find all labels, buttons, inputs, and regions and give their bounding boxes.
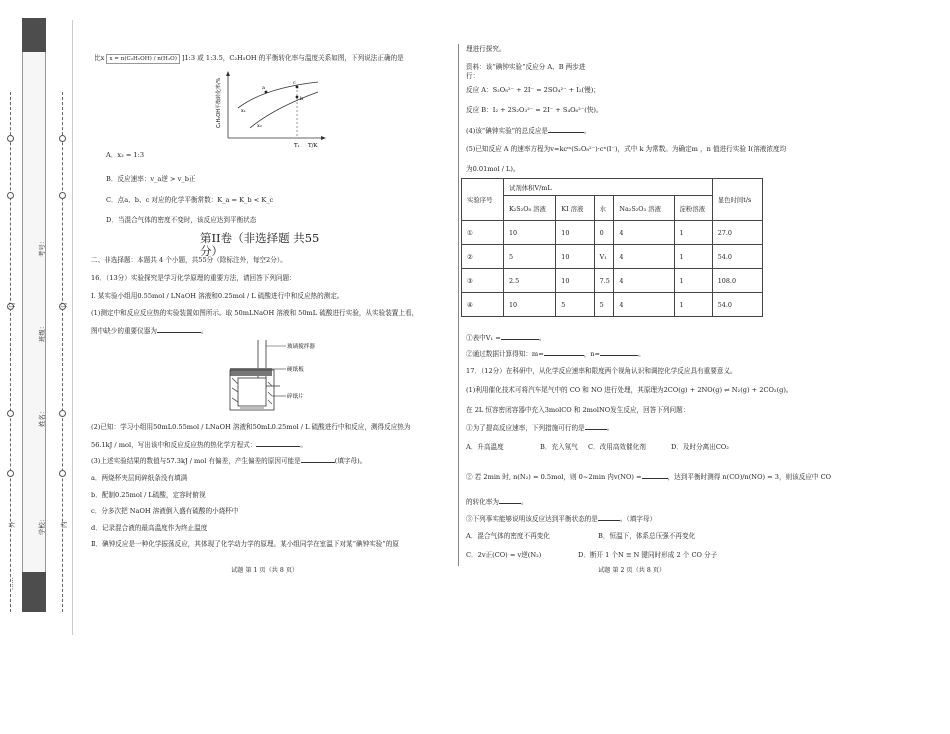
outer-dashed-line (10, 92, 11, 612)
answer-blank[interactable] (256, 440, 300, 447)
curve1-label: x₁ (241, 108, 246, 114)
page-footer-left: 试题 第 1 页（共 8 页） (231, 567, 299, 574)
punch-hole (59, 192, 66, 199)
table-cell: 5 (503, 245, 555, 269)
cardboard-lid (230, 368, 272, 376)
margin-rule (72, 20, 73, 635)
table-subheader: 淀粉溶液 (674, 196, 712, 221)
table-cell: 2.5 (503, 269, 555, 293)
point-a (265, 91, 268, 94)
answer-blank[interactable] (600, 349, 638, 356)
table-subheader: K₂S₂O₈ 溶液 (503, 196, 555, 221)
table-header-seq: 实验序号 (462, 179, 504, 221)
table-cell: 54.0 (712, 293, 762, 317)
table-row (462, 293, 763, 317)
graph-x-tick: T₁ (294, 143, 300, 149)
answer-blank[interactable] (548, 126, 584, 133)
table-cell: ② (462, 245, 504, 269)
q15-intro: 比x x = n(C₂H₅OH) / n(H₂O) ]1:3 或 1:3.5，C₂H₅OH 的平衡转化率与温度关系如图，下列说法正确的是 (94, 54, 404, 62)
answer-blank[interactable] (585, 423, 607, 430)
q17-ii-line1: ② 若 2min 时, n(N₂) = 0.5mol，则 0~2min 内v(NO) = ，达到平衡时测得 n(CO)/n(NO) = 3，则该反应中 CO (466, 473, 832, 481)
x-arrow (321, 136, 326, 140)
table-cell: 1 (674, 293, 712, 317)
q16-3-option-a: a．两烧杯夹层间碎纸条没有填满 (91, 474, 188, 482)
table-cell: 1 (674, 221, 712, 245)
q17-conditions: 在 2L 恒容密闭容器中充入3molCO 和 2molNO发生反应，回答下列问题： (466, 406, 690, 414)
experiment-table (461, 178, 763, 317)
q15-option-b: B．反应速率：v_a逆 > v_b正 (106, 175, 196, 183)
reaction-a: 反应 A：S₂O₈²⁻ + 2I⁻ = 2SO₄²⁻ + I₂(慢)； (466, 86, 600, 94)
graph-xlabel: T/K (308, 143, 318, 149)
punch-hole (59, 410, 66, 417)
table-cell: ④ (462, 293, 504, 317)
q16-2-line1: (2)已知：学习小组用50mL0.55mol / LNaOH 溶液和50mL0.25mol / L 硫酸进行中和反应，测得反应热为 (91, 423, 411, 431)
q17-1: (1)利用催化技术可将汽车尾气中的 CO 和 NO 进行处理，其原理为2CO(g) + 2NO(g) ⇌ N₂(g) + 2CO₂(g)。 (466, 386, 793, 394)
table-cell: 4 (614, 245, 674, 269)
q16-4: (4)该“碘钟实验”的总反应是 。 (466, 127, 591, 135)
info-line1: 资料：该“碘钟实验”反应分 A、B 两步进 (466, 63, 586, 71)
table-row (462, 245, 763, 269)
top-gray-bar (22, 18, 46, 52)
table-cell: 10 (503, 293, 555, 317)
label-school: 学校： (38, 515, 46, 535)
table-header-group: 试剂体积V/mL (503, 179, 712, 196)
table-row (462, 221, 763, 245)
table-cell: 10 (556, 269, 594, 293)
punch-hole (59, 470, 66, 477)
calorimeter-apparatus (224, 338, 334, 418)
table-cell: 1 (674, 269, 712, 293)
label-a: a (262, 85, 265, 91)
q17-i-option-d: D．及时分离出CO₂ (671, 443, 729, 451)
punch-hole (7, 135, 14, 142)
answer-blank[interactable] (499, 497, 521, 504)
conversion-temperature-graph (214, 68, 332, 152)
label-paper: 碎纸片 (287, 394, 304, 400)
table-subheader: KI 溶液 (556, 196, 594, 221)
table-cell: 27.0 (712, 221, 762, 245)
table-cell: 54.0 (712, 245, 762, 269)
label-stirrer: 玻璃搅拌器 (287, 344, 315, 350)
q16-continuation: 理进行探究。 (466, 45, 506, 53)
q17-header: 17．（12分）在科研中，从化学反应速率和限度两个视角认识和调控化学反应具有重要意义。 (466, 367, 737, 375)
table-cell: 10 (556, 221, 594, 245)
table-subheader: Na₂S₂O₃ 溶液 (614, 196, 674, 221)
q17-iii-option-c: C．2v正(CO) = v逆(N₂) (466, 551, 542, 559)
label-b: b (300, 96, 304, 102)
q16-part1: Ⅰ. 某实验小组用0.55mol / LNaOH 溶液和0.25mol / L 硫酸进行中和反应热的测定。 (91, 292, 344, 300)
table-cell: 7.5 (594, 269, 614, 293)
ratio-formula: x = n(C₂H₅OH) / n(H₂O) (106, 54, 180, 64)
answer-blank[interactable] (501, 333, 539, 340)
label-exam-number: 考号： (38, 237, 46, 257)
graph-ylabel: C₂H₅OH平衡转化率/% (216, 77, 222, 128)
q16-3-option-b: b．配制0.25mol / L硫酸，定容时俯视 (91, 491, 206, 499)
table-cell: 4 (614, 269, 674, 293)
table-cell: 4 (614, 293, 674, 317)
binding-strip (22, 52, 46, 572)
q16-5-b: ②通过数据计算得知：m= ，n= 。 (466, 350, 645, 358)
binding-margin (0, 0, 75, 734)
page-footer-right: 试题 第 2 页（共 8 页） (598, 567, 666, 574)
q16-5-a: ①表中V₁ = 。 (466, 334, 546, 342)
q16-5-line1: (5)已知反应 A 的速率方程为v=kcᵐ(S₂O₈²⁻)·cⁿ(I⁻)，式中 k 为常数。为确定m ，n 值进行实验 I(溶液浓度均 (466, 145, 787, 153)
answer-blank[interactable] (157, 326, 201, 333)
seal-char-bind-inner: 订 (60, 301, 68, 308)
table-cell: 1 (674, 245, 712, 269)
point-c (296, 86, 299, 89)
punch-hole (7, 410, 14, 417)
label-class: 班级： (38, 322, 46, 342)
q17-i-option-a: A．升高温度 (466, 443, 504, 451)
table-header-time: 显色时间t/s (712, 179, 762, 221)
q16-1-line2: 图中缺少的重要仪器为 。 (91, 327, 208, 335)
q16-5-line2: 为0.01mol / L)。 (466, 165, 520, 173)
section-title-line1: 第II卷（非选择题 共55 (200, 231, 320, 245)
q16-3-option-d: d．记录混合液的最高温度作为终止温度 (91, 524, 208, 532)
q16-part2: Ⅱ．碘钟反应是一种化学振荡反应，其体现了化学动力学的原理。某小组同学在室温下对某“碘钟实验”的原 (91, 540, 399, 548)
q17-iii-option-d: D．断开 1 个N ≡ N 键同时形成 2 个 CO 分子 (578, 551, 718, 559)
table-cell: 108.0 (712, 269, 762, 293)
seal-char-outer: 外 (8, 521, 16, 528)
info-line2: 行： (466, 72, 480, 80)
table-cell: V₁ (594, 245, 614, 269)
label-lid: 硬纸板 (287, 367, 304, 373)
table-cell: 0 (594, 221, 614, 245)
q16-3: (3)上述实验结果的数值与57.3kJ / mol 有偏差，产生偏差的原因可能是 (填字母)。 (91, 457, 367, 465)
label-c: c (293, 80, 296, 86)
q17-i-option-c: C．改用高效催化剂 (588, 443, 646, 451)
answer-blank[interactable] (642, 472, 668, 479)
q17-iii: ③下列事实能够说明该反应达到平衡状态的是 。（填字母） (466, 515, 657, 523)
seal-char-inner: 内 (60, 521, 68, 528)
answer-blank[interactable] (598, 514, 620, 521)
table-cell: 4 (614, 221, 674, 245)
punch-hole (7, 192, 14, 199)
q16-2-line2: 56.1kJ / mol，写出该中和反应反应热的热化学方程式： 。 (91, 441, 307, 449)
answer-blank[interactable] (544, 349, 584, 356)
table-cell: 5 (556, 293, 594, 317)
q15-option-d: D．当混合气体的密度不变时，该反应达到平衡状态 (106, 216, 257, 224)
q17-iii-option-a: A．混合气体的密度不再变化 (466, 532, 550, 540)
q17-iii-option-b: B．恒温下，体系总压强不再变化 (598, 532, 696, 540)
curve2-label: x₂ (257, 123, 262, 129)
q17-i-option-b: B．充入氖气 (540, 443, 578, 451)
table-cell: 10 (556, 245, 594, 269)
punch-hole (7, 470, 14, 477)
table-cell: ③ (462, 269, 504, 293)
punch-hole (59, 135, 66, 142)
q16-header: 16．（13分）实验探究是学习化学原理的重要方法，请回答下列问题： (91, 274, 296, 282)
q15-option-c: C．点a、b、c 对应的化学平衡常数：K_a = K_b < K_c (106, 196, 274, 204)
q16-1-line1: (1)测定中和反应反应热的实验装置如图所示。取 50mLNaOH 溶液和 50mL 硫酸进行实验，从实验装置上看， (91, 309, 419, 317)
seal-char-bind: 订 (8, 301, 16, 308)
table-cell: ① (462, 221, 504, 245)
section-description: 二、非选择题：本题共 4 个小题，共55分（除标注外，每空2分）。 (91, 256, 287, 264)
table-cell: 10 (503, 221, 555, 245)
q15-option-a: A．x₂ = 1:3 (106, 151, 145, 159)
reaction-b: 反应 B：I₂ + 2S₂O₃²⁻ = 2I⁻ + S₄O₆²⁻(快)。 (466, 106, 603, 114)
bottom-gray-bar (22, 572, 46, 612)
column-divider (458, 44, 459, 566)
seal-dots: …… (7, 577, 15, 590)
section-title-line2: 分） (200, 244, 223, 258)
answer-blank[interactable] (301, 456, 335, 463)
table-subheader: 水 (594, 196, 614, 221)
label-name: 姓名： (38, 407, 46, 427)
q17-ii-line2: 的转化率为 。 (466, 498, 528, 506)
inner-dashed-line (62, 92, 63, 612)
inner-beaker (238, 378, 266, 406)
table-cell: 5 (594, 293, 614, 317)
curve-x1 (238, 82, 318, 108)
y-arrow (226, 71, 230, 76)
point-b (296, 96, 299, 99)
q17-i: ①为了提高反应速率，下列措施可行的是 。 (466, 424, 614, 432)
q16-3-option-c: c．分多次把 NaOH 溶液倒入盛有硫酸的小烧杯中 (91, 507, 239, 515)
table-row (462, 269, 763, 293)
